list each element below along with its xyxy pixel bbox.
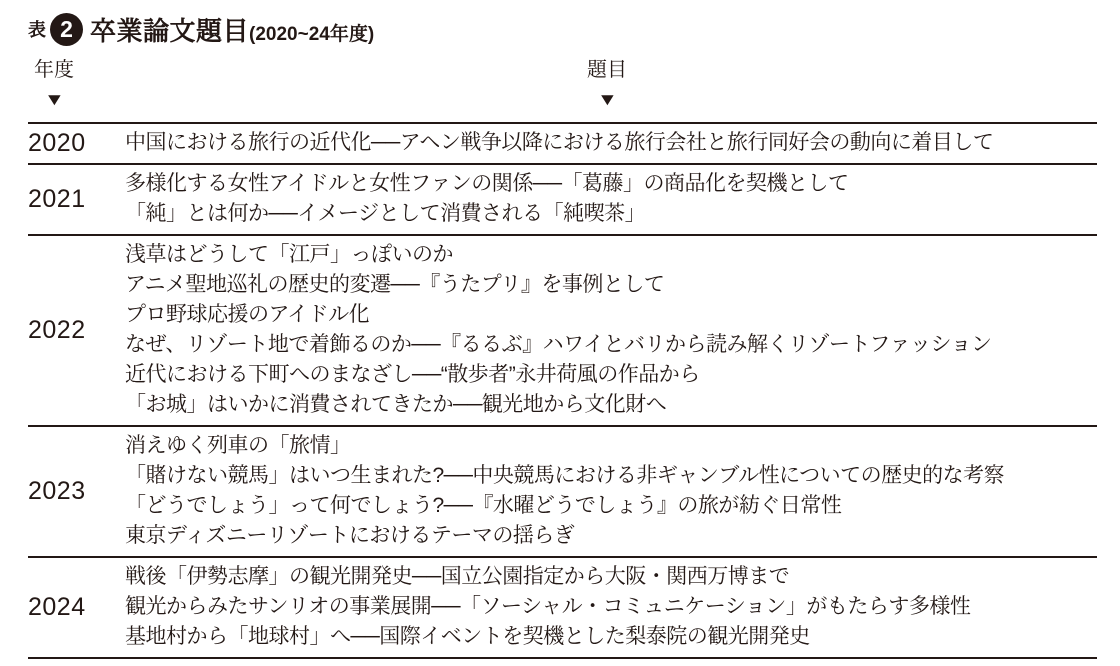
title-column-label-text: 題目 — [587, 59, 627, 81]
year-cell: 2024 — [28, 593, 86, 621]
year-column-label — [34, 58, 74, 108]
year-cell: 2021 — [28, 185, 86, 213]
table-row — [28, 426, 1097, 557]
table-row — [28, 164, 1097, 235]
year-cell: 2020 — [28, 129, 86, 157]
titles-cell — [125, 557, 1097, 658]
down-triangle-icon: ▼ — [43, 90, 65, 109]
titles-cell — [125, 164, 1097, 235]
thesis-title: 東京ディズニーリゾートにおけるテーマの揺らぎ — [125, 524, 575, 547]
year-column-label-text: 年度 — [34, 59, 74, 81]
thesis-table — [28, 122, 1097, 659]
thesis-title: なぜ、リゾート地で着飾るのか──『るるぶ』ハワイとバリから読み解くリゾートファッション — [125, 333, 992, 356]
titles-cell — [125, 426, 1097, 557]
thesis-title: 「どうでしょう」って何でしょう?──『水曜どうでしょう』の旅が紡ぐ日常性 — [125, 494, 842, 517]
table-row — [28, 557, 1097, 658]
table-number-badge — [50, 13, 83, 46]
thesis-title: 基地村から「地球村」へ──国際イベントを契機とした梨泰院の観光開発史 — [125, 625, 810, 648]
thesis-title: 近代における下町へのまなざし──“散歩者”永井荷風の作品から — [125, 363, 700, 386]
title-column-label — [587, 58, 627, 108]
titles-cell — [125, 123, 1097, 164]
table-number: 2 — [60, 15, 73, 42]
year-cell: 2023 — [28, 477, 86, 505]
year-cell: 2022 — [28, 316, 86, 344]
thesis-title: 浅草はどうして「江戸」っぽいのか — [125, 243, 453, 266]
column-labels — [28, 58, 1097, 122]
thesis-title: プロ野球応援のアイドル化 — [125, 303, 370, 326]
table-header — [28, 10, 1097, 48]
table-row — [28, 235, 1097, 426]
thesis-title: 「賭けない競馬」はいつ生まれた?──中央競馬における非ギャンブル性についての歴史的な考察 — [125, 464, 1005, 487]
titles-cell — [125, 235, 1097, 426]
page-subtitle: (2020~24年度) — [249, 23, 375, 45]
thesis-title: 観光からみたサンリオの事業展開──「ソーシャル・コミュニケーション」がもたらす多様性 — [125, 595, 971, 618]
table-word-label: 表 — [28, 20, 46, 40]
down-triangle-icon: ▼ — [596, 90, 618, 109]
thesis-title: 多様化する女性アイドルと女性ファンの関係──「葛藤」の商品化を契機として — [125, 172, 849, 195]
table-row — [28, 123, 1097, 164]
thesis-title: アニメ聖地巡礼の歴史的変遷──『うたプリ』を事例として — [125, 273, 665, 296]
thesis-title: 「お城」はいかに消費されてきたか──観光地から文化財へ — [125, 393, 667, 416]
thesis-title: 戦後「伊勢志摩」の観光開発史──国立公園指定から大阪・関西万博まで — [125, 565, 790, 588]
page-title — [90, 11, 374, 48]
thesis-title: 消えゆく列車の「旅情」 — [125, 434, 351, 457]
page-title-text: 卒業論文題目 — [90, 15, 250, 46]
thesis-title: 「純」とは何か──イメージとして消費される「純喫茶」 — [125, 202, 646, 225]
thesis-title: 中国における旅行の近代化──アヘン戦争以降における旅行会社と旅行同好会の動向に着目して — [125, 131, 994, 154]
